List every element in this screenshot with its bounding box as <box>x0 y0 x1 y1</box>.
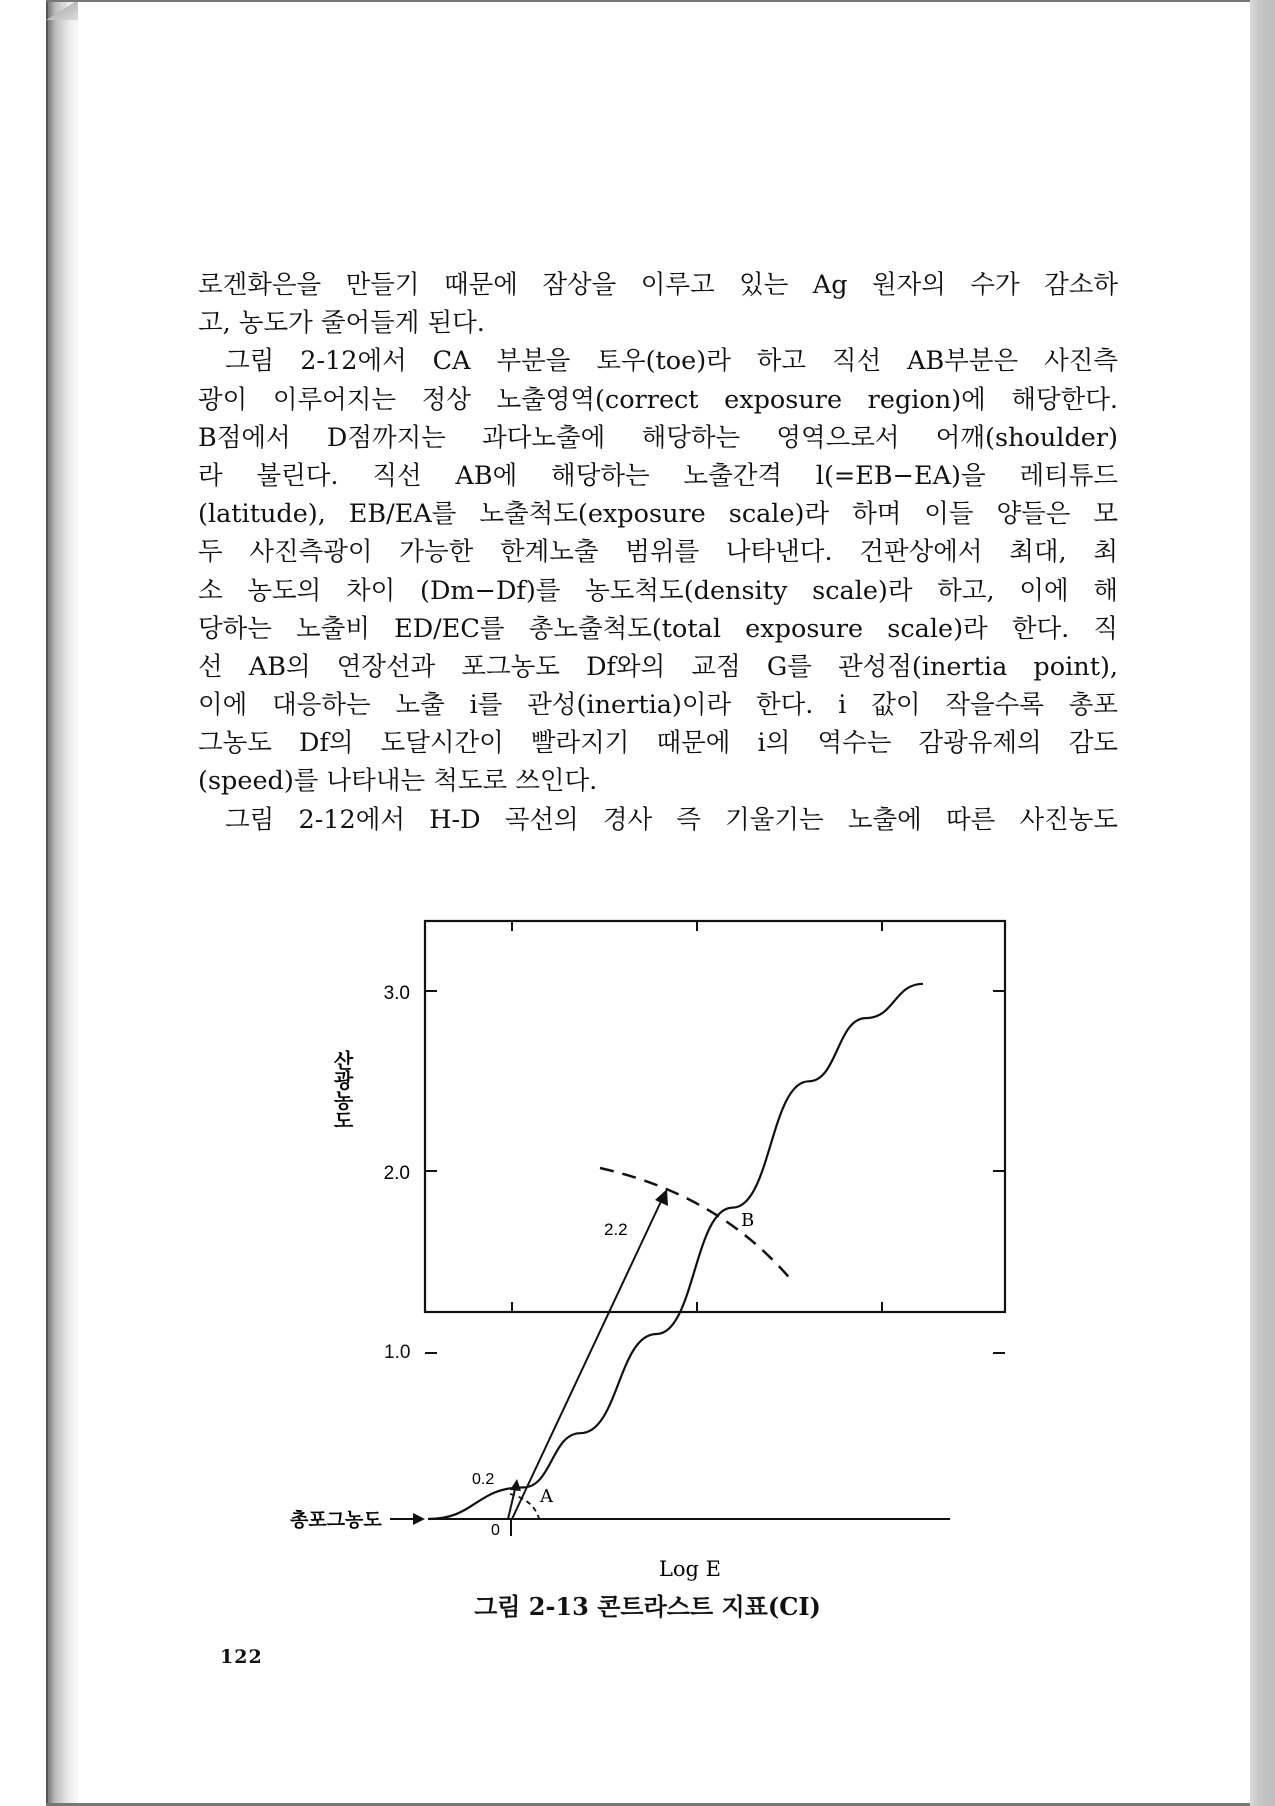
text-line: 그림 2-12에서 CA 부분을 토우(toe)라 하고 직선 AB부분은 사진측 <box>225 346 1118 377</box>
figure-caption: 그림 2-13 콘트라스트 지표(CI) <box>474 1592 821 1621</box>
text-line: 그림 2-12에서 H-D 곡선의 경사 즉 기울기는 노출에 따른 사진농도 <box>225 804 1118 835</box>
y-tick-label-2: 2.0 <box>383 1163 410 1184</box>
slope-label-large: 2.2 <box>604 1220 628 1239</box>
text-line: 소 농도의 차이 (Dm−Df)를 농도척도(density scale)라 하고, 이에 해 <box>198 575 1118 606</box>
book-right-edge <box>1250 0 1275 1806</box>
text-line: 라 불린다. 직선 AB에 해당하는 노출간격 l(=EB−EA)을 레티튜드 <box>198 460 1118 491</box>
text-line: 두 사진측광이 가능한 한계노출 범위를 나타낸다. 건판상에서 최대, 최 <box>198 537 1118 568</box>
origin-label: 0 <box>491 1522 500 1539</box>
fog-arrow-head <box>413 1513 425 1525</box>
plot-frame <box>425 921 1005 1312</box>
text-line: 그농도 Df의 도달시간이 빨라지기 때문에 i의 역수는 감광유제의 감도 <box>198 728 1118 759</box>
body-text <box>198 266 1118 839</box>
book-left-edge <box>46 0 78 1806</box>
point-b-label: B <box>741 1210 755 1231</box>
text-line: (latitude), EB/EA를 노출척도(exposure scale)라 하며 이들 양들은 모 <box>198 499 1118 530</box>
text-line: 광이 이루어지는 정상 노출영역(correct exposure region)에 해당한다. <box>198 384 1118 415</box>
y-tick-label-3: 3.0 <box>383 983 410 1004</box>
text-line: 이에 대응하는 노출 i를 관성(inertia)이라 한다. i 값이 작을수록 총포 <box>198 690 1118 721</box>
hd-curve-line <box>428 984 923 1519</box>
point-a-label: A <box>540 1486 553 1507</box>
text-line: B점에서 D점까지는 과다노출에 해당하는 영역으로서 어깨(shoulder) <box>198 422 1118 453</box>
chart-layer <box>428 984 950 1519</box>
y-tick-1 <box>425 1352 437 1354</box>
text-line: 고, 농도가 줄어들게 된다. <box>198 308 485 339</box>
y-tick-label-1: 1.0 <box>384 1342 411 1363</box>
slope-label-small: 0.2 <box>472 1471 495 1488</box>
text-line: (speed)를 나타내는 척도로 쓰인다. <box>198 766 598 797</box>
slope-arrow-small-head <box>510 1479 521 1491</box>
page-number: 122 <box>220 1646 263 1668</box>
text-line: 선 AB의 연장선과 포그농도 Df와의 교점 G를 관성점(inertia point), <box>198 651 1118 682</box>
page-top-border <box>46 0 1250 2</box>
slope-arrow-large-head <box>655 1189 668 1206</box>
text-line: 로겐화은을 만들기 때문에 잠상을 이루고 있는 Ag 원자의 수가 감소하 <box>198 270 1118 300</box>
y-axis-label: 산광농도 <box>330 1050 354 1130</box>
y-tick-right-1 <box>993 1352 1005 1354</box>
slope-arrow-large <box>512 1195 664 1519</box>
small-reference-arc <box>510 1494 540 1522</box>
fog-density-label: 총포그농도 <box>290 1509 382 1531</box>
text-line: 당하는 노출비 ED/EC를 총노출척도(total exposure scale)라 한다. 직 <box>198 613 1118 644</box>
x-axis-label: Log E <box>658 1557 722 1581</box>
